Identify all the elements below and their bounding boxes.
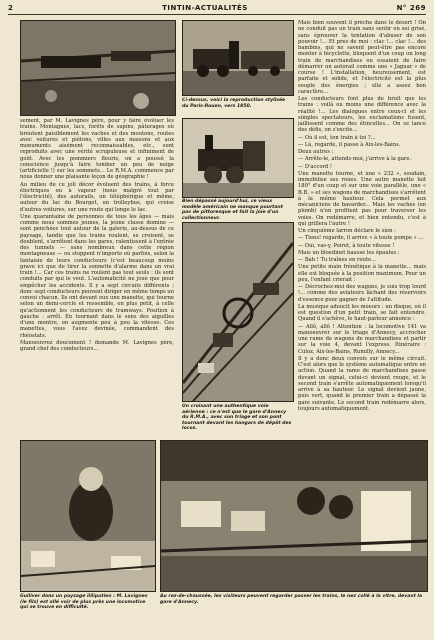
paragraph: sement, par M. Lavignes père, pour y faire évoluer les trains. Montagnes, lacs, forêts de sapins, pâturages où broutent paisiblement les vaches et des moutons, routes avec voitures et piétons, villes aux maisons et aux monuments aisément reconnaissables, etc., sont reproduits avec une vérité scrupuleuse et infiniment de goût. Avec les pommiers fleuris, on a poussé la conscience jusqu'à faire tomber un peu de neige (artificielle !) sur les sommets... Le R.M.A. commence par nous donner une plaisante leçon de géographie ! [20, 118, 174, 181]
photo-layout-overview [20, 20, 176, 116]
page-number: 2 [8, 4, 14, 12]
paragraph: Manoeuvrez doucement ! demande M. Lavignes père, grand chef des conducteurs... [20, 339, 174, 352]
issue-number: N° 269 [396, 4, 426, 12]
paragraph: Mais un bloedinet hausse les épaules : [298, 249, 400, 256]
paragraph: — Oui, vas-y, Poiret, à toute vitesse ! [298, 242, 395, 249]
paragraph: — Tiens! regarde, il arrive « à toute pompe » ... [298, 235, 424, 242]
paragraph: — Arrête-le, attends-moi, j'arrive à la gare. [298, 156, 412, 163]
paragraph: — Bah ! Tu traînes en route... [298, 257, 377, 263]
article-column-left [20, 118, 174, 436]
paragraph: La musique adoucit les moeurs : un disque, où il est question d'un petit train, se fait entendre. Quand il s'achève, le haut-parleur annonce : [298, 303, 426, 323]
photo-paris-rouen [182, 20, 294, 96]
magazine-title: TINTIN-ACTUALITÉS [162, 4, 248, 12]
paragraph: — Où il est, ton train à toi ?... [298, 134, 376, 141]
paragraph: Les conducteurs font plus de bruit que les trains : voilà ou moins une différence avec la réalité !... Les dialogues entre ceux-ci et les simples spectateurs, les exclamations fusent, jaillissent comme des étincelles... On se lance des défis, on s'excite... [298, 96, 426, 134]
caption-paris-rouen: Ci-dessus, voici la reproduction stylisée du Paris-Rouen, vers 1850. [182, 98, 286, 109]
paragraph: Une manette tourne, et une « 232 », soudain, immobilise ses roues. Une autre manette fait 180° d'un coup et sur une voie parallèle, une « B.B. » et ses wagons de marchandises s'arrêtent à la même hauteur. Cela permet aux mécaniciens de bavarder... Mais les vaches (en plomb) n'en profitent pas pour traverser les voies. On redémarre, et bien entendu, c'est à qui grillera l'autre ! [298, 170, 426, 227]
page-header [8, 2, 426, 15]
paragraph: Au milieu de ce joli décor évoluent des trains, à force électriques ou à vapeur (nous malgré tout par l'électricité), des autorails, un téléphérique et même, autour du lac du Bourget, un trolleybus, qui croise d'autres voitures, sur une route qui longe le lac. [20, 181, 174, 213]
paragraph: Deux autres : [298, 149, 334, 155]
article-column-right [298, 20, 426, 436]
paragraph: — Décrochez-moi des wagons, je suis trop lourd !... comme des aviateurs lâchant des réservoirs d'essence pour gagner de l'altitude. [298, 284, 426, 303]
caption-annecy-station: Un croisant une authentique voie aérienne : ce n'est que le gare d'Annecy du R.M.A., avec son triage et son pont tournant devant les hangars de dépôt des locos. [182, 404, 292, 432]
caption-gulliver: Gulliver dans un paysage lilliputien : M. Lavignes (le fils) est allé voir de plus près une locomotive qui se trouve en difficulté. [20, 594, 148, 611]
photo-gulliver [20, 440, 156, 592]
paragraph: — Allô, allô ! Attention : la locomotive 141 va manoeuvrer sur le triage d'Annecy, accrocher une rame de wagons de marchandises et partir sur la voie 4, devant l'express. Itinéraire : Culoz, Aix-les-Bains, Rumilly, Annecy... [298, 323, 426, 355]
caption-visitors: Au rez-de-chaussée, les visiteurs peuvent regarder passer les trains, le nez collé à la vitre, devant la gare d'Annecy. [160, 594, 423, 605]
paragraph: Mais bien souvent il prêche dans le désert ! On ne conduit pas un train sans sentir en soi grisé, sans éprouver la tentation d'abuser de son pouvoir !... Et pres de moi : clac !... clac !... des bambins, qui ne savent peut-être pas encore monter à bicyclette, bloquent d'un coup un long train de marchandises ou essaient de faire démarrer un autorail comme une « Jaguar » de course ! L'installation, heureusement, est parfaite et solide, et l'électricité est la plus souple des énergies ; elle a assez bon caractère... [298, 20, 426, 95]
caption-american-engine: Bien dépassé aujourd'hui, ce vieux modèle américain ne manque pourtant pas de pittoresque et fait la joie d'un collectionneur. [182, 199, 283, 221]
paragraph: — Là, regarde, il passe à Aix-les-Bains. [298, 141, 401, 148]
paragraph: Un cinquième larron déclare le sien : [298, 228, 396, 234]
paragraph: Une quarantaine de personnes de tous les âges — mais comme nous sommes jeunes, la jeune classe domine — sont penchées tout autour de la galerie, au-dessus de ce paysage, tandis que les trains roulent, se croisent, se doublent, s'arrêtent dans les gares, ralentissent à l'entrée des tunnels — sans nombreux dans cette région montagneuse — ou stoppent n'importe où parfois, selon la fantaisie de leurs conducteurs (c'est beaucoup moins grave ici que de tirer la sonnette d'alarme dans un vrai train !... Car ces trains ne roulent pas tout seuls : ils sont conduits par qui le veut. L'automaticité ne joue que pour empêcher les accidents. Il y a sept circuits différents ; donc sept conducteurs peuvent diriger en même temps un convoi chacun. Ils ont devant eux une manette, qui tourne selon un demi-cercle et ressemble, en plus petit, à celle qu'actionnent les conducteurs de tramways. Position à gauche : arrêt. En tournant dans le sens des aiguilles d'une montre, on augmente peu à peu la vitesse. Ces manettes, vous l'avez devinée, commandent des rhéostats. [20, 213, 174, 339]
paragraph: Il y a donc deux convois sur le même circuit. C'est alors que le système automatique entre en action. Quand la rame de marchandises passe devant un signal, celui-ci devient rouge, et le second train s'arrête automatiquement lorsqu'il arrive à sa hauteur. Le signal devient jaune, puis vert, quand le premier train a dépassé la gare suivante. Le second train redémarre alors, toujours automatiquement. [298, 355, 426, 412]
photo-annecy-station [182, 222, 294, 402]
photo-american-engine [182, 118, 294, 198]
paragraph: Une petite main frénétique à la manette... mais elle est bloquée à la position maximum. Pour un peu, l'enfant crierait : [298, 264, 426, 283]
photo-visitors-window [160, 440, 428, 592]
paragraph: — D'accord ! [298, 163, 332, 170]
